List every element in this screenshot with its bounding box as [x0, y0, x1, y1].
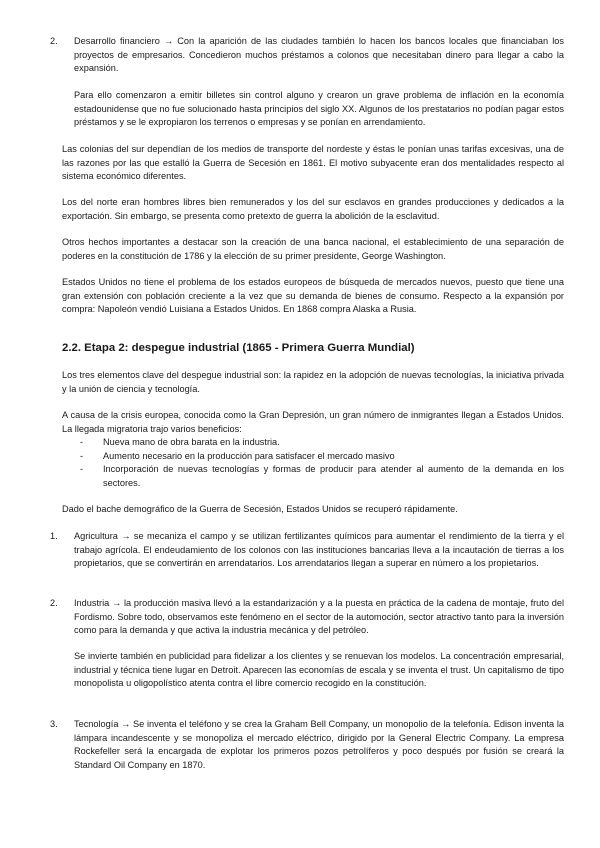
paragraph-bache: Dado el bache demográfico de la Guerra de Secesión, Estados Unidos se recuperó rápidamente.	[62, 504, 458, 514]
list-item-paragraph: Para ello comenzaron a emitir billetes sin control alguno y crearon un grave problema de inflación en la economía estadounidense que no fue solucionado hasta principios del siglo XX. Algunos de los prestatarios no podían pagar estos préstamos y se le expropiaron los terrenos o empresas y se ponían en arrendamiento.	[74, 90, 564, 128]
list-item-desarrollo-financiero: Desarrollo financiero → Con la aparición de las ciudades también lo hacen los bancos locales que financiaban los proyectos de empresarios. Concedieron muchos préstamos a colonos que necesitaban dinero para llegar a cabo la expansión.	[74, 36, 564, 74]
bullet-marker: -	[80, 464, 84, 474]
list-number: 2.	[50, 36, 58, 46]
list-item-industria: Industria → la producción masiva llevó a la estandarización y a la puesta en práctica de la cadena de montaje, fruto del Fordismo. Sobre todo, observamos este fenómeno en el sector de la automoción, sector atractivo tanto para la inversión como para la demanda y que activa la industria mecánica y del petróleo.	[74, 598, 564, 636]
bullet-item: Incorporación de nuevas tecnologías y formas de producir para atender al aumento de la demanda en los sectores.	[103, 464, 564, 488]
list-item-tecnologia: Tecnología → Se inventa el teléfono y se crea la Graham Bell Company, un monopolio de la telefonía. Edison inventa la lámpara incandescente y se monopoliza el mercado eléctrico, dirigido por la General Electric Company. La empresa Rockefeller será la encargada de explotar los primeros pozos petrolíferos y poco después por fusión se creará la Standard Oil Company en 1870.	[74, 719, 564, 770]
list-number: 1.	[50, 531, 58, 541]
list-number: 3.	[50, 719, 58, 729]
list-item-agricultura: Agricultura → se mecaniza el campo y se utilizan fertilizantes químicos para aumentar el rendimiento de la tierra y el trabajo agrícola. El endeudamiento de los colonos con las instituciones bancarias lleva a la incautación de tierras a los propietarios, que se convertirán en arrendatarios. Los arrendatarios llegan a superar en número a los propietarios.	[74, 531, 564, 569]
bullet-marker: -	[80, 451, 84, 461]
list-number: 2.	[50, 598, 58, 608]
list-item-paragraph: Se invierte también en publicidad para fidelizar a los clientes y se renuevan los modelos. La concentración empresarial, industrial y técnica tiene lugar en Detroit. Aparecen las economías de escala y se inventa el trust. Un capitalismo de tipo monopolista u oligopolístico atenta contra el libre comercio recogido en la constitución.	[74, 651, 564, 689]
bullet-item: Nueva mano de obra barata en la industria.	[103, 437, 280, 447]
paragraph-otros-hechos: Otros hechos importantes a destacar son la creación de una banca nacional, el establecimiento de una separación de poderes en la constitución de 1786 y la elección de su primer presidente, George Washington.	[62, 237, 564, 261]
section-heading: 2.2. Etapa 2: despegue industrial (1865 - Primera Guerra Mundial)	[62, 342, 415, 354]
bullet-marker: -	[80, 437, 84, 447]
paragraph-norte: Los del norte eran hombres libres bien remunerados y los del sur esclavos en grandes producciones y dedicados a la exportación. Sin embargo, se presenta como pretexto de guerra la abolición de la esclavitud.	[62, 197, 564, 221]
paragraph-crisis: A causa de la crisis europea, conocida como la Gran Depresión, un gran número de inmigrantes llegan a Estados Unidos. La llegada migratoria trajo varios beneficios:	[62, 410, 564, 434]
paragraph-colonias-sur: Las colonias del sur dependían de los medios de transporte del nordeste y éstas le ponían unas tarifas excesivas, una de las razones por las que estalló la Guerra de Secesión en 1861. El motivo subyacente eran dos mentalidades respecto al sistema económico diferentes.	[62, 144, 564, 182]
paragraph-tres-elementos: Los tres elementos clave del despegue industrial son: la rapidez en la adopción de nuevas tecnologías, la iniciativa privada y la unión de ciencia y tecnología.	[62, 370, 564, 394]
bullet-item: Aumento necesario en la producción para satisfacer el mercado masivo	[103, 451, 395, 461]
paragraph-estados-unidos: Estados Unidos no tiene el problema de los estados europeos de búsqueda de mercados nuevos, puesto que tiene una gran extensión con población creciente a la vez que su demanda de bienes de consumo. Respecto a la expansión por compra: Napoleón vendió Luisiana a Estados Unidos. En 1868 compra Alaska a Rusia.	[62, 277, 564, 315]
